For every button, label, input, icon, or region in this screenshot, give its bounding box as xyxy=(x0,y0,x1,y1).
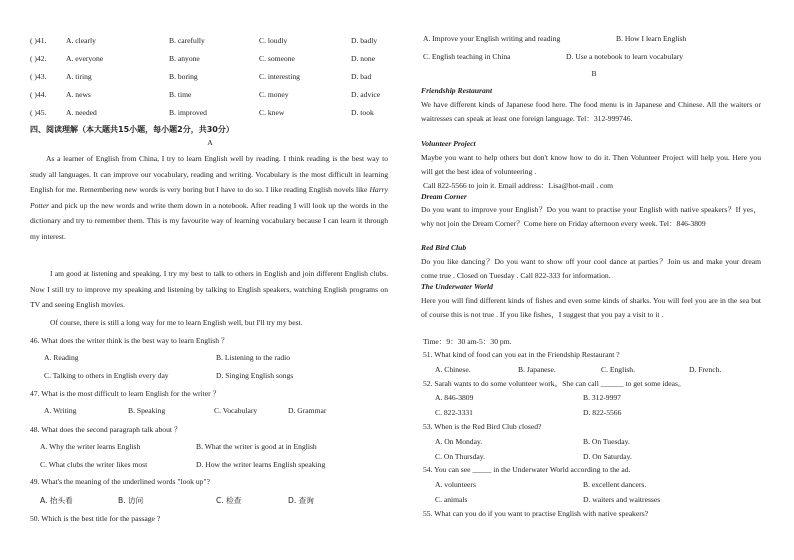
question-47-option-c: C. Vocabulary xyxy=(214,406,258,415)
cloze-option-c: C. loudly xyxy=(259,36,288,45)
ad-title-2: Volunteer Project xyxy=(421,139,476,148)
question-51-option-d: D. French. xyxy=(689,365,722,374)
cloze-option-b: B. improved xyxy=(169,108,207,117)
cloze-option-b: B. time xyxy=(169,90,192,99)
question-55: 55. What can you do if you want to practise English with native speakers? xyxy=(423,509,649,518)
question-53-option-b: B. On Tuesday. xyxy=(583,437,630,446)
cloze-number: ( )42. xyxy=(30,54,47,63)
cloze-option-a: A. everyone xyxy=(66,54,104,63)
cloze-option-d: D. advice xyxy=(351,90,381,99)
q50-option-c: C. English teaching in China xyxy=(423,52,511,61)
question-53-option-c: C. On Thursday. xyxy=(435,452,485,461)
cloze-number: ( )44. xyxy=(30,90,47,99)
question-48-option-c: C. What clubs the writer likes most xyxy=(40,460,148,469)
question-49-option-b: B. 访问 xyxy=(118,496,144,505)
question-52-option-a: A. 846-3809 xyxy=(435,393,474,402)
ad-extra-5: Time：9：30 am-5：30 pm. xyxy=(423,337,512,346)
question-47-option-b: B. Speaking xyxy=(128,406,166,415)
cloze-option-b: B. carefully xyxy=(169,36,205,45)
cloze-option-d: D. badly xyxy=(351,36,378,45)
cloze-option-a: A. news xyxy=(66,90,91,99)
cloze-number: ( )43. xyxy=(30,72,47,81)
question-50: 50. Which is the best title for the passage ? xyxy=(30,514,161,523)
question-51-option-a: A. Chinese. xyxy=(435,365,471,374)
q50-option-b: B. How I learn English xyxy=(616,34,687,43)
q50-option-a: A. Improve your English writing and reading xyxy=(423,34,561,43)
question-49-option-d: D. 查询 xyxy=(288,496,314,505)
question-52-option-b: B. 312-9997 xyxy=(583,393,621,402)
cloze-option-d: D. bad xyxy=(351,72,372,81)
ad-title-4: Red Bird Club xyxy=(421,243,467,252)
question-46-option-d: D. Singing English songs xyxy=(216,371,294,380)
question-48-option-a: A. Why the writer learns English xyxy=(40,442,141,451)
question-46-option-b: B. Listening to the radio xyxy=(216,353,291,362)
ad-body-4: Do you like dancing？Do you want to show off your cool dance at parties？Join us and make your dream come true . Closed on Tuesday . Call 822-333 for information. xyxy=(421,257,761,280)
section-title: 四、阅读理解（本大题共15小题，每小题2分，共30分） xyxy=(30,125,234,134)
cloze-option-c: C. money xyxy=(259,90,289,99)
question-53: 53. When is the Red Bird Club closed? xyxy=(423,422,542,431)
question-46-option-a: A. Reading xyxy=(44,353,79,362)
question-51-option-c: C. English. xyxy=(601,365,635,374)
question-54-option-d: D. waiters and waitresses xyxy=(583,495,661,504)
cloze-option-b: B. anyone xyxy=(169,54,200,63)
ad-title-1: Friendship Restaurant xyxy=(421,86,493,95)
cloze-option-a: A. clearly xyxy=(66,36,96,45)
question-51: 51. What kind of food can you eat in the Friendship Restaurant ? xyxy=(423,350,620,359)
cloze-option-a: A. needed xyxy=(66,108,97,117)
cloze-option-c: C. knew xyxy=(259,108,285,117)
passage-a-label: A xyxy=(207,138,213,147)
ad-body-2: Maybe you want to help others but don't know how to do it. Then Volunteer Project will help you. Here you will get the best idea of volunteering . xyxy=(421,153,761,176)
cloze-option-c: C. interesting xyxy=(259,72,300,81)
cloze-option-a: A. tiring xyxy=(66,72,92,81)
question-53-option-d: D. On Saturday. xyxy=(583,452,632,461)
passage-a-paragraph-2: I am good at listening and speaking. I try my best to talk to others in English and join different English clubs. Now I still try to improve my speaking and listening by talking to English speakers, watching English programs on TV and seeing English movies. xyxy=(30,269,388,310)
question-52-option-d: D. 822-5566 xyxy=(583,408,622,417)
passage-a-paragraph-1: As a learner of English from China, I try to learn English well by reading. I think reading is the best way to study all languages. It can improve our vocabulary, reading and writing. Vocabulary is the most difficult in learning English for me. Remembering new words is very boring but I have to do so. I like reading English novels like Harry Potter and pick up the new words and write them down in a notebook. After reading I will look up the words in the dictionary and try to remember them. This is my favourite way of learning vocabulary because I can learn it through my interest. xyxy=(30,154,388,241)
question-48-option-d: D. How the writer learns English speaking xyxy=(196,460,326,469)
cloze-option-d: D. took xyxy=(351,108,374,117)
passage-a-paragraph-3: Of course, there is still a long way for me to learn English well, but I'll try my best. xyxy=(50,318,303,327)
question-54: 54. You can see _____ in the Underwater World according to the ad. xyxy=(423,465,631,474)
question-48: 48. What does the second paragraph talk about ？ xyxy=(30,425,182,434)
question-47: 47. What is the most difficult to learn English for the writer ？ xyxy=(30,389,221,398)
question-49-option-c: C. 检查 xyxy=(216,496,242,505)
question-48-option-b: B. What the writer is good at in English xyxy=(196,442,317,451)
ad-title-5: The Underwater World xyxy=(421,282,493,291)
question-49-option-a: A. 抬头看 xyxy=(40,496,73,505)
question-47-option-d: D. Grammar xyxy=(288,406,327,415)
cloze-option-d: D. none xyxy=(351,54,376,63)
question-46-option-c: C. Talking to others in English every day xyxy=(44,371,169,380)
cloze-number: ( )45. xyxy=(30,108,47,117)
ad-extra-2: Call 822-5566 to join it. Email address：Lisa@hot-mail . com xyxy=(423,181,614,190)
question-52-option-c: C. 822-3331 xyxy=(435,408,473,417)
cloze-number: ( )41. xyxy=(30,36,47,45)
question-52: 52. Sarah wants to do some volunteer work。She can call ______ to get some ideas。 xyxy=(423,379,686,388)
ad-title-3: Dream Corner xyxy=(421,192,467,201)
q50-option-d: D. Use a notebook to learn vocabulary xyxy=(566,52,684,61)
cloze-option-c: C. someone xyxy=(259,54,295,63)
question-54-option-a: A. volunteers xyxy=(435,480,476,489)
ad-body-1: We have different kinds of Japanese food here. The food menu is in Japanese and Chinese. All the waiters or waitresses can speak at least one foreign language. Tel：312-999746. xyxy=(421,100,761,123)
question-47-option-a: A. Writing xyxy=(44,406,77,415)
cloze-option-b: B. boring xyxy=(169,72,198,81)
ad-body-5: Here you will find different kinds of fishes and even some kinds of sharks. You will feel you are in the sea but of course this is not true . If you like fishes，I suggest that you pay a visit to it . xyxy=(421,296,761,319)
ad-body-3: Do you want to improve your English？Do you want to practise your English with native speakers？If yes，why not join the Dream Corner？Come here on Friday afternoon every week. Tel：846-3809 xyxy=(421,205,761,228)
passage-b-label: B xyxy=(591,69,597,78)
question-49: 49. What's the meaning of the underlined words "look up"? xyxy=(30,477,210,486)
question-53-option-a: A. On Monday. xyxy=(435,437,483,446)
question-54-option-c: C. animals xyxy=(435,495,468,504)
question-46: 46. What does the writer think is the best way to learn English ？ xyxy=(30,336,229,345)
question-54-option-b: B. excellent dancers. xyxy=(583,480,647,489)
question-51-option-b: B. Japanese. xyxy=(518,365,556,374)
